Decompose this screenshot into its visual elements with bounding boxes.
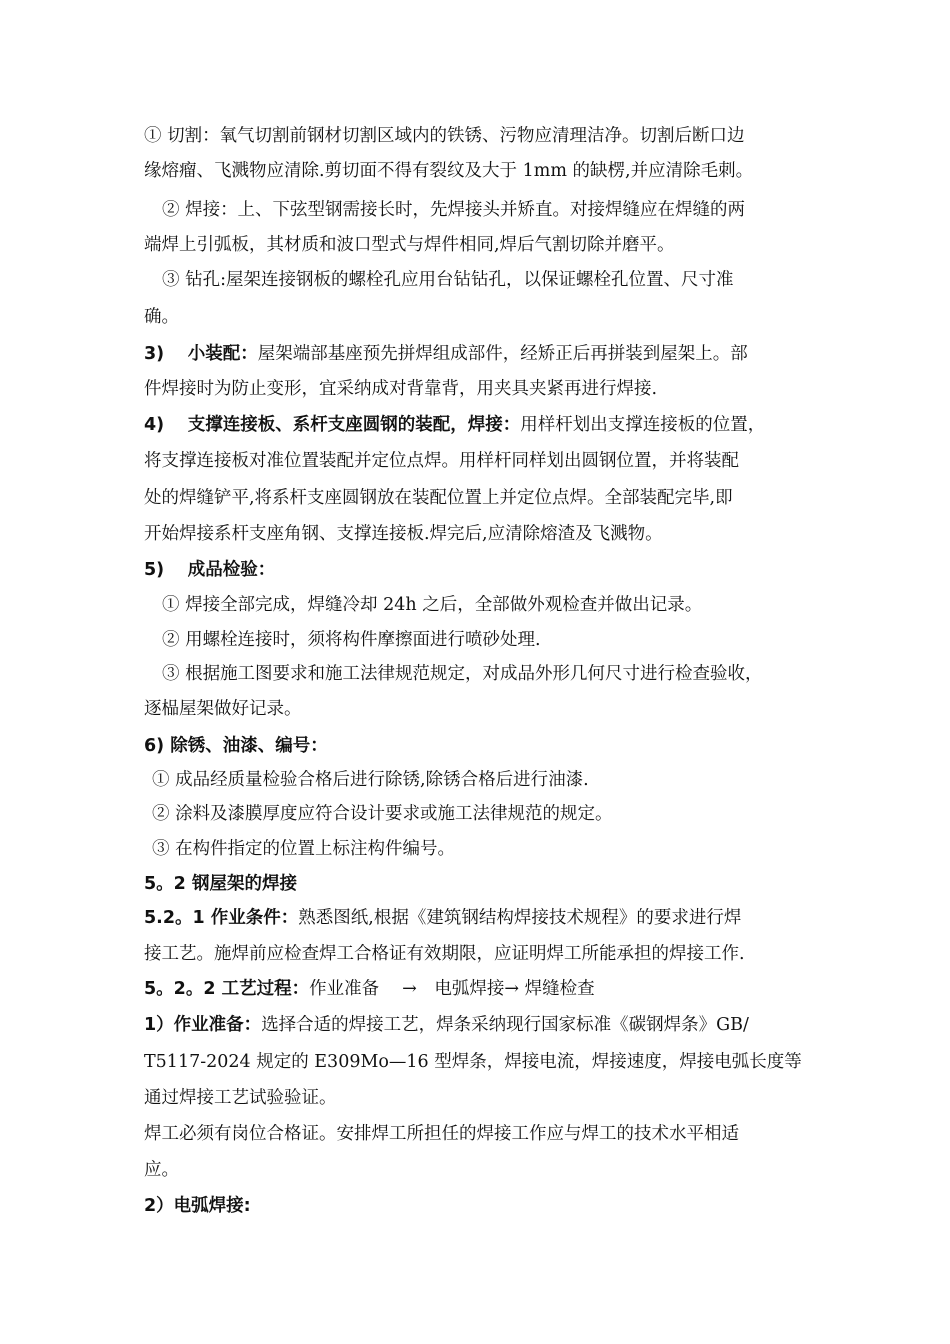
text-line-19: ① 成品经质量检验合格后进行除锈,除锈合格后进行油漆.: [152, 770, 589, 790]
text-line-31: [144, 1194, 824, 1218]
section-heading: 3) 小装配：: [144, 344, 258, 364]
text-line-21: ③ 在构件指定的位置上标注构件编号。: [152, 839, 456, 859]
section-heading: 5。2。2 工艺过程：: [144, 979, 310, 999]
text-line-25: 5。2。2 工艺过程：作业准备 → 电弧焊接→ 焊缝检查: [144, 979, 595, 999]
text-line-28: 通过焊接工艺试验验证。: [144, 1088, 337, 1108]
section-heading: 1）作业准备：: [144, 1015, 262, 1035]
text-line-26: 1）作业准备：选择合适的焊接工艺，焊条采纳现行国家标准《碳钢焊条》GB/: [144, 1015, 749, 1035]
section-heading: 2）电弧焊接:: [144, 1196, 251, 1216]
text-line-24: 接工艺。施焊前应检查焊工合格证有效期限，应证明焊工所能承担的焊接工作.: [144, 944, 745, 964]
text-line-20: ② 涂料及漆膜厚度应符合设计要求或施工法律规范的规定。: [152, 804, 613, 824]
text-line-16: ③ 根据施工图要求和施工法律规范规定，对成品外形几何尺寸进行检查验收，: [162, 664, 763, 684]
section-heading: 5。2 钢屋架的焊接: [144, 874, 297, 894]
text-line-1: ① 切割：氧气切割前钢材切割区域内的铁锈、污物应清理洁净。切割后断口边: [144, 126, 745, 146]
text-line-22: [144, 872, 824, 896]
text-line-5: ③ 钻孔:屋架连接钢板的螺栓孔应用台钻钻孔，以保证螺栓孔位置、尺寸准: [162, 270, 734, 290]
text-line-3: ② 焊接：上、下弦型钢需接长时，先焊接头并矫直。对接焊缝应在焊缝的两: [162, 200, 746, 220]
section-heading: 6) 除锈、油漆、编号：: [144, 736, 328, 756]
text-line-2: 缘熔瘤、飞溅物应清除.剪切面不得有裂纹及大于 1mm 的缺楞,并应清除毛刺。: [144, 161, 754, 181]
text-line-9: 4) 支撑连接板、系杆支座圆钢的装配，焊接：用样杆划出支撑连接板的位置，: [144, 415, 766, 435]
text-line-23: 5.2。1 作业条件：熟悉图纸,根据《建筑钢结构焊接技术规程》的要求进行焊: [144, 908, 742, 928]
text-line-8: 件焊接时为防止变形，宜采纳成对背靠背，用夹具夹紧再进行焊接.: [144, 379, 658, 399]
section-heading: 4) 支撑连接板、系杆支座圆钢的装配，焊接：: [144, 415, 521, 435]
text-line-18: [144, 734, 824, 758]
text-line-13: [144, 558, 824, 582]
text-line-30: 应。: [144, 1160, 179, 1180]
section-heading: 5) 成品检验：: [144, 560, 276, 580]
text-line-4: 端焊上引弧板，其材质和波口型式与焊件相同,焊后气割切除并磨平。: [144, 235, 675, 255]
text-line-17: 逐榀屋架做好记录。: [144, 699, 302, 719]
text-line-15: ② 用螺栓连接时，须将构件摩擦面进行喷砂处理.: [162, 630, 541, 650]
text-line-12: 开始焊接系杆支座角钢、支撑连接板.焊完后,应清除熔渣及飞溅物。: [144, 524, 663, 544]
text-line-10: 将支撑连接板对准位置装配并定位点焊。用样杆同样划出圆钢位置，并将装配: [144, 451, 739, 471]
text-line-27: T5117-2024 规定的 E309Mo—16 型焊条，焊接电流，焊接速度，焊接电弧长度等: [144, 1052, 802, 1072]
text-line-14: ① 焊接全部完成，焊缝冷却 24h 之后，全部做外观检查并做出记录。: [162, 595, 703, 615]
text-line-7: 3) 小装配：屋架端部基座预先拼焊组成部件，经矫正后再拼装到屋架上。部: [144, 344, 748, 364]
text-line-6: 确。: [144, 307, 179, 327]
text-line-29: 焊工必须有岗位合格证。安排焊工所担任的焊接工作应与焊工的技术水平相适: [144, 1124, 739, 1144]
text-line-11: 处的焊缝铲平,将系杆支座圆钢放在装配位置上并定位点焊。全部装配完毕,即: [144, 488, 733, 508]
section-heading: 5.2。1 作业条件：: [144, 908, 299, 928]
